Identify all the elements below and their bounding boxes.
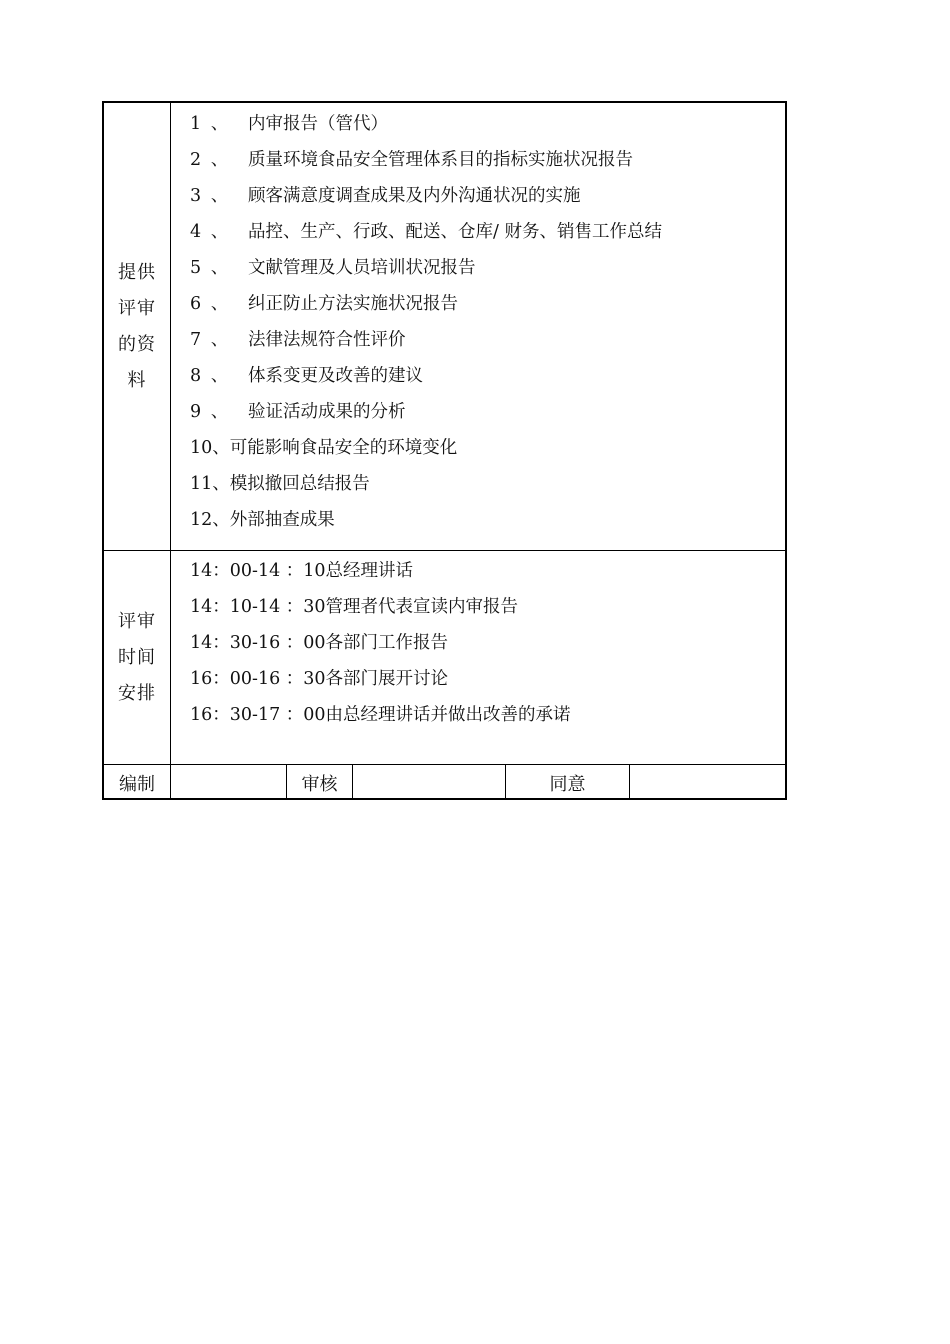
- item-text: 文献管理及人员培训状况报告: [248, 258, 476, 278]
- schedule-label-line: 时间: [118, 646, 156, 668]
- schedule-item: 16：00-16 ：30各部门展开讨论: [190, 669, 449, 689]
- list-item: [190, 106, 785, 142]
- schedule-label-line: 评审: [118, 610, 156, 632]
- signoff-row: [104, 765, 785, 800]
- materials-label-line: 评审: [118, 297, 156, 319]
- schedule-item: 14：00-14 ：10总经理讲话: [190, 561, 414, 581]
- list-item: [190, 358, 785, 394]
- item-text: 外部抽查成果: [229, 510, 335, 530]
- item-text: 品控、生产、行政、配送、仓库/ 财务、销售工作总结: [248, 222, 662, 242]
- approved-by-label: 同意: [506, 765, 630, 800]
- list-item: [190, 322, 785, 358]
- list-item: [190, 286, 785, 322]
- review-form-table: [102, 101, 787, 800]
- materials-label-line: 提供: [118, 261, 156, 283]
- reviewed-by-field[interactable]: [353, 765, 506, 800]
- reviewed-by-label: 审核: [287, 765, 353, 800]
- schedule-row: [104, 551, 785, 765]
- materials-list: [171, 103, 785, 550]
- item-number: 10、: [190, 438, 230, 458]
- item-number: 11、: [190, 474, 230, 494]
- materials-row: [104, 103, 785, 551]
- list-item: [190, 178, 785, 214]
- prepared-by-field[interactable]: [171, 765, 287, 800]
- item-text: 法律法规符合性评价: [248, 330, 406, 350]
- list-item: [190, 430, 785, 466]
- item-number: 2 、: [190, 150, 231, 170]
- materials-label-line: 的资: [118, 333, 156, 355]
- item-number: 6 、: [190, 294, 231, 314]
- materials-label-line: 料: [127, 369, 147, 391]
- prepared-by-label: 编制: [104, 765, 171, 800]
- item-text: 模拟撤回总结报告: [229, 474, 370, 494]
- schedule-label-line: 安排: [118, 682, 156, 704]
- item-text: 可能影响食品安全的环境变化: [229, 438, 458, 458]
- item-text: 质量环境食品安全管理体系目的指标实施状况报告: [248, 150, 633, 170]
- item-number: 7 、: [190, 330, 231, 350]
- item-number: 5 、: [190, 258, 231, 278]
- item-text: 顾客满意度调查成果及内外沟通状况的实施: [248, 186, 581, 206]
- schedule-item: 16：30-17 ：00由总经理讲话并做出改善的承诺: [190, 705, 571, 725]
- item-number: 4 、: [190, 222, 231, 242]
- item-number: 12、: [190, 510, 230, 530]
- item-number: 9 、: [190, 402, 231, 422]
- list-item: [190, 502, 785, 538]
- schedule-list: [171, 551, 785, 764]
- item-text: 纠正防止方法实施状况报告: [248, 294, 458, 314]
- schedule-label-cell: [104, 551, 171, 764]
- item-text: 体系变更及改善的建议: [248, 366, 423, 386]
- schedule-item: 14：30-16 ：00各部门工作报告: [190, 633, 449, 653]
- list-item: [190, 214, 785, 250]
- approved-by-field[interactable]: [630, 765, 787, 800]
- item-text: 验证活动成果的分析: [248, 402, 406, 422]
- schedule-item: 14：10-14 ：30管理者代表宣读内审报告: [190, 597, 519, 617]
- list-item: [190, 394, 785, 430]
- list-item: [190, 250, 785, 286]
- item-number: 3 、: [190, 186, 231, 206]
- item-number: 8 、: [190, 366, 231, 386]
- materials-label-cell: [104, 103, 171, 550]
- list-item: [190, 466, 785, 502]
- item-number: 1 、: [190, 114, 231, 134]
- item-text: 内审报告（管代）: [248, 114, 388, 134]
- list-item: [190, 142, 785, 178]
